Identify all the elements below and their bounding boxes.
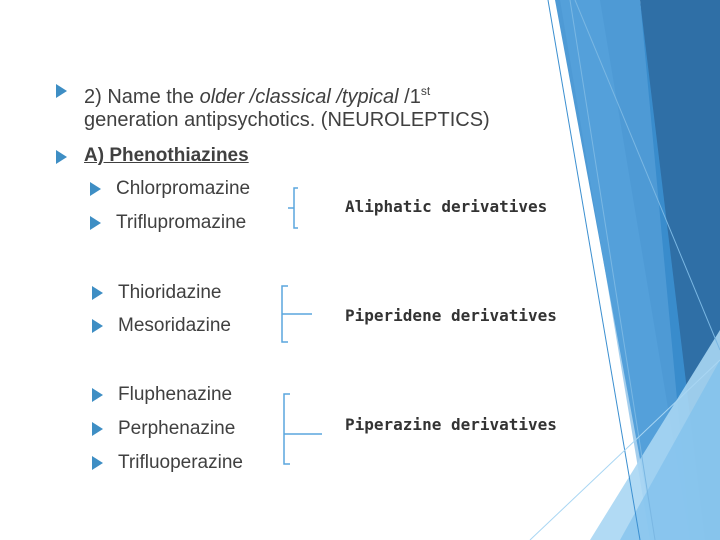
bracket-icon: [274, 392, 324, 468]
bullet-icon: [92, 456, 103, 470]
category-label: Piperidene derivatives: [345, 306, 557, 325]
bracket-icon: [288, 186, 308, 230]
bullet-icon: [56, 150, 67, 164]
drug-item: Thioridazine: [118, 282, 222, 303]
drug-item: Fluphenazine: [118, 384, 233, 405]
section-heading: [84, 144, 249, 168]
drug-item: Mesoridazine: [118, 315, 231, 336]
title-italic: older /classical /typical: [199, 86, 399, 108]
bullet-icon: [92, 422, 103, 436]
category-label: Aliphatic derivatives: [345, 197, 548, 216]
title-superscript: st: [420, 84, 431, 98]
drug-item: Triflupromazine: [116, 212, 247, 233]
drug-item: Perphenazine: [118, 418, 236, 439]
bracket-icon: [272, 284, 316, 344]
slide-title-line2: generation antipsychotics. (NEUROLEPTICS): [84, 109, 490, 131]
bullet-icon: [56, 84, 67, 98]
bullet-icon: [90, 182, 101, 196]
drug-item: Trifluoperazine: [118, 452, 243, 473]
section-label: A) Phenothiazines: [84, 145, 249, 166]
bullet-icon: [92, 319, 103, 333]
bullet-icon: [92, 388, 103, 402]
title-prefix: 2) Name the: [84, 86, 200, 108]
bullet-icon: [90, 216, 101, 230]
bullet-icon: [92, 286, 103, 300]
drug-item: Chlorpromazine: [116, 178, 251, 199]
category-label: Piperazine derivatives: [345, 415, 557, 434]
title-slash: /1: [398, 86, 421, 108]
